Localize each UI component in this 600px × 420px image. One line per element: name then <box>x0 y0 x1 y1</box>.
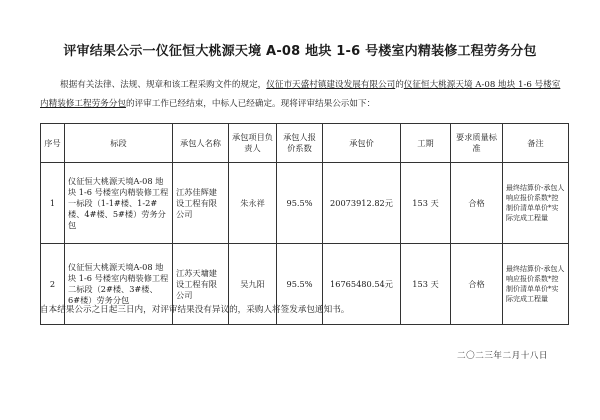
table-header-row <box>41 124 569 163</box>
row-no: 2 <box>41 244 65 325</box>
purchaser-name: 仪征市天盛村镇建设发展有限公司 <box>266 80 396 90</box>
header-contractor: 承包人名称 <box>173 124 229 163</box>
header-quality: 要求质量标准 <box>451 124 503 163</box>
header-ratio: 承包人报价系数 <box>277 124 323 163</box>
row-manager: 朱永祥 <box>229 163 277 244</box>
closing-paragraph: 自本结果公示之日起三日内，对评审结果没有异议的，采购人将签发承包通知书。 <box>40 305 350 315</box>
header-no: 序号 <box>41 124 65 163</box>
row-manager: 吴九阳 <box>229 244 277 325</box>
header-manager: 承包项目负责人 <box>229 124 277 163</box>
header-section: 标段 <box>65 124 173 163</box>
row-section: 仪征恒大桃源天境A-08 地块 1-6 号楼室内精装修工程二标段（2#楼、3#楼、6#楼）劳务分包 <box>65 244 173 325</box>
header-period: 工期 <box>401 124 451 163</box>
intro-prefix: 根据有关法律、法规、规章和该工程采购文件的规定， <box>60 80 267 90</box>
intro-paragraph <box>40 76 568 114</box>
row-quality: 合格 <box>451 163 503 244</box>
row-period: 153 天 <box>401 163 451 244</box>
document-date: 二〇二三年二月十八日 <box>457 351 548 361</box>
row-contractor: 江苏佳辉建设工程有限公司 <box>173 163 229 244</box>
row-price: 20073912.82元 <box>323 163 401 244</box>
intro-suffix: 的评审工作已经结束，中标人已经确定。现将评审结果公示如下： <box>125 99 376 109</box>
row-no: 1 <box>41 163 65 244</box>
row-note: 最终结算价-承包人响应报价系数*控制价清单单价*实际完成工程量 <box>503 244 569 325</box>
row-ratio: 95.5% <box>277 163 323 244</box>
row-note: 最终结算价-承包人响应报价系数*控制价清单单价*实际完成工程量 <box>503 163 569 244</box>
document-title: 评审结果公示一仪征恒大桃源天境 A-08 地块 1-6 号楼室内精装修工程劳务分包 <box>63 44 537 59</box>
intro-middle: 的 <box>395 80 404 90</box>
table-row <box>41 163 569 244</box>
header-note: 备注 <box>503 124 569 163</box>
row-quality: 合格 <box>451 244 503 325</box>
header-price: 承包价 <box>323 124 401 163</box>
row-period: 153 天 <box>401 244 451 325</box>
row-section: 仪征恒大桃源天境A-08 地块 1-6 号楼室内精装修工程一标段（1-1#楼、1-2#楼、4#楼、5#楼）劳务分包 <box>65 163 173 244</box>
row-ratio: 95.5% <box>277 244 323 325</box>
row-contractor: 江苏天墉建设工程有限公司 <box>173 244 229 325</box>
row-price: 16765480.54元 <box>323 244 401 325</box>
project-name: 仪征恒大桃源天境 A-08 地块 1-6 号楼室内精装修工程劳务分包 <box>40 80 561 109</box>
results-table <box>40 123 569 325</box>
